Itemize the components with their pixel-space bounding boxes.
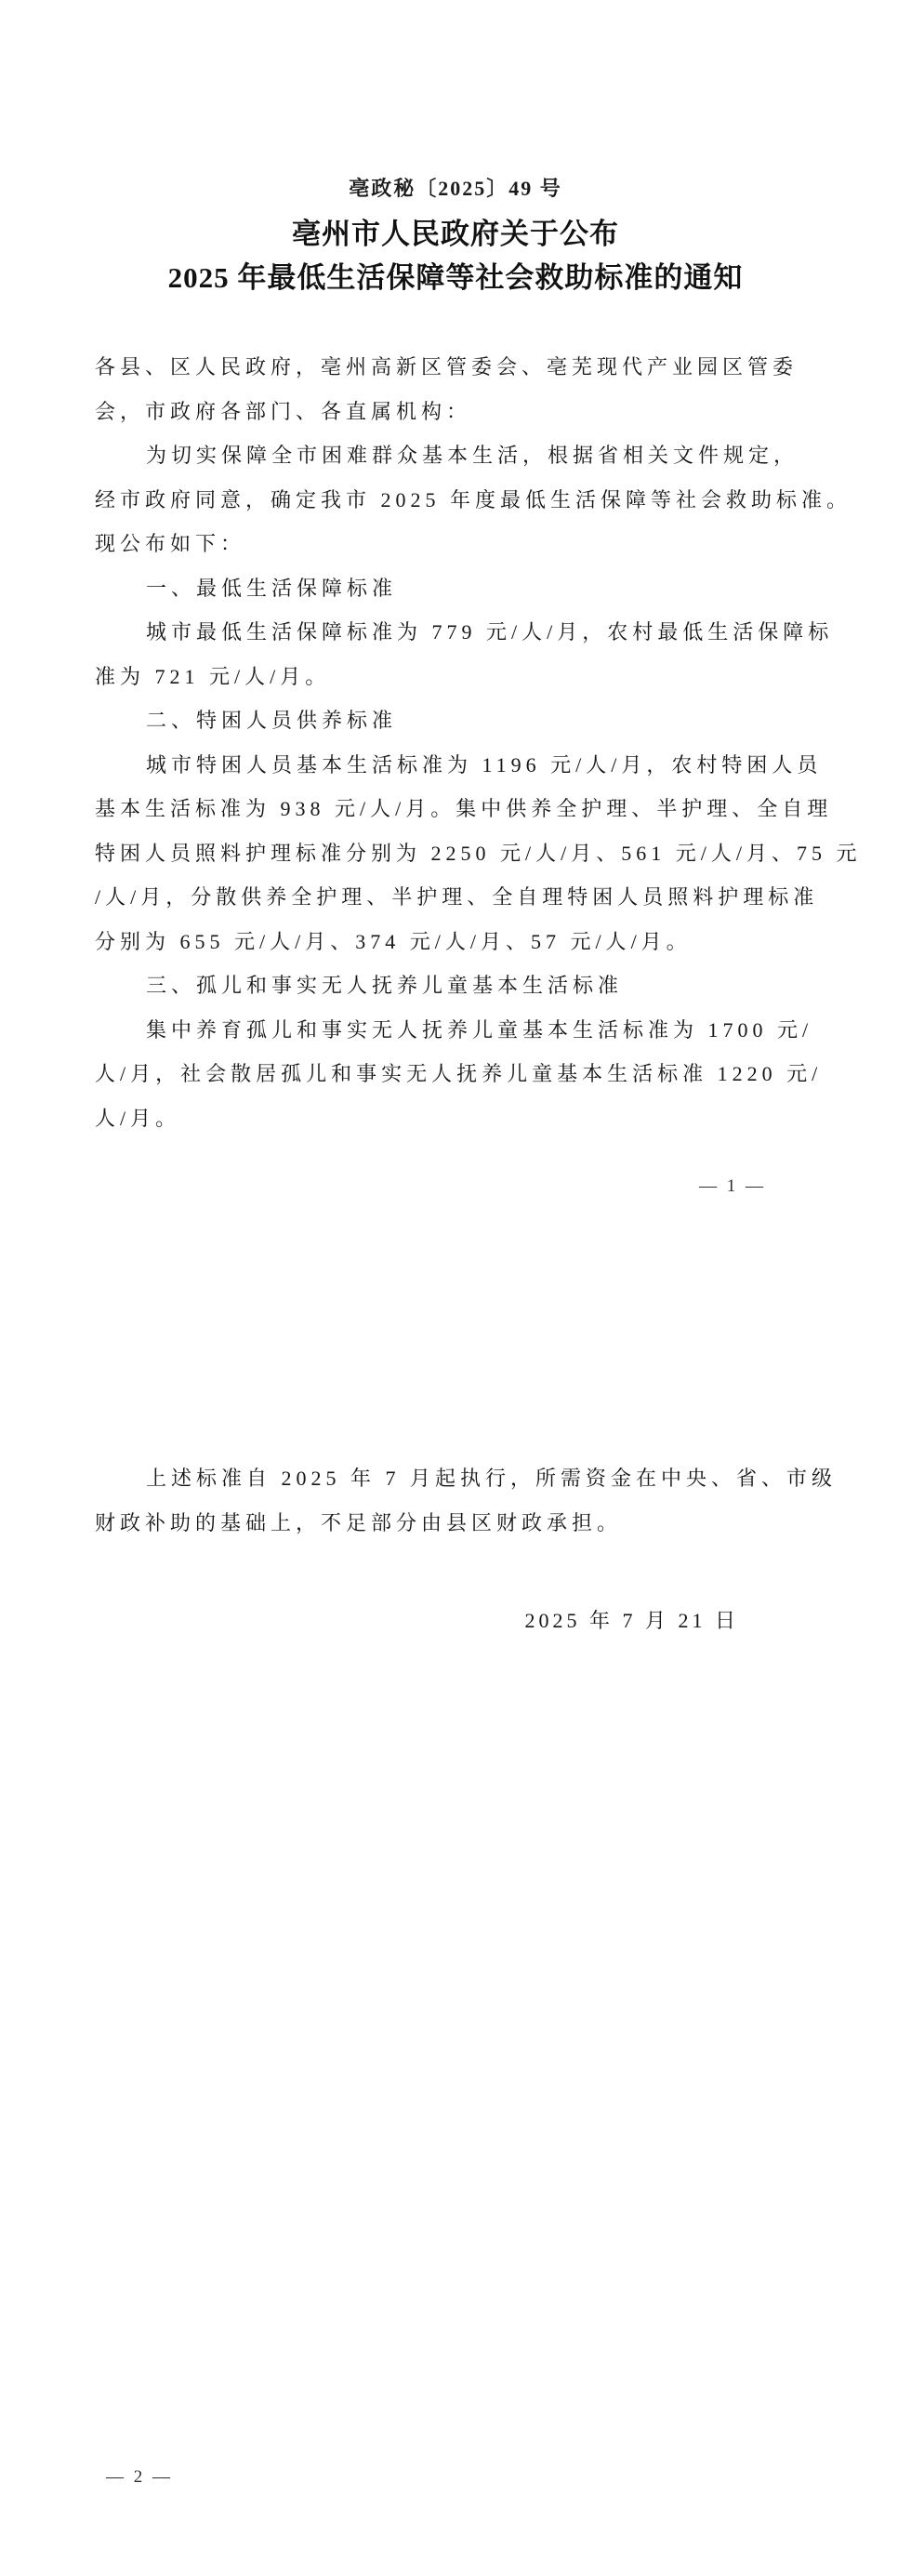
text-line: 人/月。 [95, 1106, 181, 1130]
page1-page-number: — 1 — [699, 1176, 766, 1196]
text-line: 二、特困人员供养标准 [146, 709, 398, 732]
page2-page-number: — 2 — [106, 2467, 173, 2487]
document-title-line-2: 2025 年最低生活保障等社会救助标准的通知 [167, 261, 744, 294]
text-line: 财政补助的基础上，不足部分由县区财政承担。 [95, 1510, 623, 1534]
document-number: 亳政秘〔2025〕49 号 [349, 177, 562, 200]
page1-body-text [95, 345, 862, 1140]
text-line: 现公布如下： [95, 532, 246, 555]
text-line: 准为 721 元/人/月。 [95, 664, 331, 688]
text-line: 人/月，社会散居孤儿和事实无人抚养儿童基本生活标准 1220 元/ [95, 1062, 823, 1085]
text-line: 为切实保障全市困难群众基本生活，根据省相关文件规定， [146, 444, 799, 467]
page2-body-text [95, 1456, 838, 1545]
document-title-line-1: 亳州市人民政府关于公布 [292, 218, 619, 250]
text-line: 基本生活标准为 938 元/人/月。集中供养全护理、半护理、全自理 [95, 797, 833, 820]
text-line: 城市特困人员基本生活标准为 1196 元/人/月，农村特困人员 [146, 752, 823, 777]
document-date: 2025 年 7 月 21 日 [524, 1609, 739, 1632]
text-line: 三、孤儿和事实无人抚养儿童基本生活标准 [146, 974, 624, 997]
text-line: 经市政府同意，确定我市 2025 年度最低生活保障等社会救助标准。 [95, 487, 852, 511]
text-line: 上述标准自 2025 年 7 月起执行，所需资金在中央、省、市级 [146, 1467, 838, 1490]
text-line: 特困人员照料护理标准分别为 2250 元/人/月、561 元/人/月、75 元 [95, 841, 862, 865]
text-line: 一、最低生活保障标准 [146, 576, 398, 600]
text-line: 集中养育孤儿和事实无人抚养儿童基本生活标准为 1700 元/ [146, 1017, 813, 1042]
text-line: 城市最低生活保障标准为 779 元/人/月，农村最低生活保障标 [146, 620, 834, 644]
text-line: 分别为 655 元/人/月、374 元/人/月、57 元/人/月。 [95, 929, 692, 953]
text-line: 各县、区人民政府，亳州高新区管委会、亳芜现代产业园区管委 [95, 355, 799, 378]
text-line: /人/月，分散供养全护理、半护理、全自理特困人员照料护理标准 [95, 885, 819, 909]
text-line: 会，市政府各部门、各直属机构： [95, 399, 472, 423]
